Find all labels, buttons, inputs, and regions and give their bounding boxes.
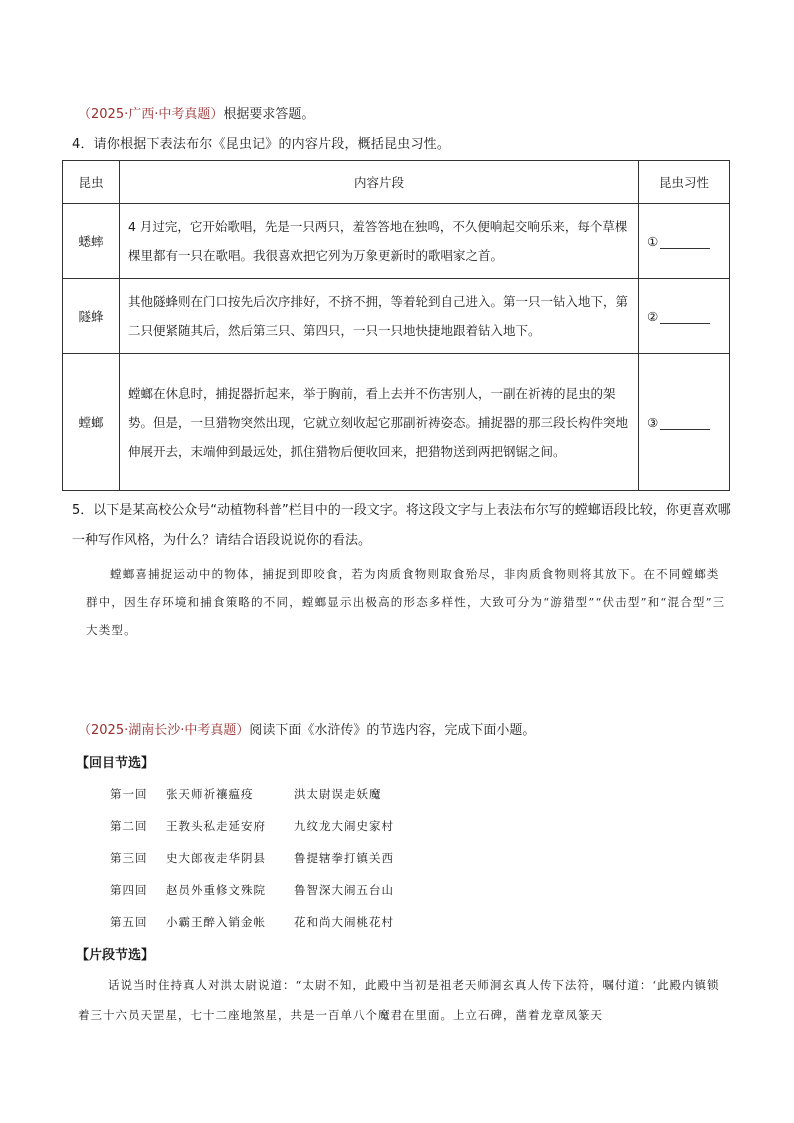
table-row <box>63 204 730 279</box>
chapter-num: 第三回 <box>110 851 148 865</box>
excerpt-text: 话说当时住持真人对洪太尉说道：“太尉不知，此殿中当初是祖老天师洞玄真人传下法符，嘱付道：‘此殿内镇锁着三十六员天罡星，七十二座地煞星，共是一百单八个魔君在里面。上立石碑，凿着龙章凤篆天 <box>78 978 720 1022</box>
chapter-part1: 史大郎夜走华阴县 <box>166 851 266 865</box>
header-insect: 昆虫 <box>63 161 120 204</box>
q4-source-line <box>78 106 314 124</box>
chapter-num: 第二回 <box>110 819 148 833</box>
habit-marker: ② <box>647 308 659 324</box>
chapter-part1: 小霸王醉入销金帐 <box>166 915 266 929</box>
chapter-part2: 九纹龙大闹史家村 <box>294 819 394 833</box>
chapter-part1: 张天师祈禳瘟疫 <box>166 787 254 801</box>
answer-blank[interactable] <box>660 311 710 324</box>
row-content: 4 月过完，它开始歌唱，先是一只两只，羞答答地在独鸣，不久便响起交响乐来，每个草棵棵里都有一只在歌唱。我很喜欢把它列为万象更新时的歌唱家之首。 <box>120 204 639 279</box>
q5-question: 5．以下是某高校公众号“动植物科普”栏目中的一段文字。将这段文字与上表法布尔写的螳螂语段比较，你更喜欢哪一种写作风格，为什么？请结合语段说说你的看法。 <box>72 503 731 548</box>
chapter-line <box>110 786 382 802</box>
block2-source: （2025·湖南长沙·中考真题） <box>78 723 250 738</box>
q5-passage: 螳螂喜捕捉运动中的物体，捕捉到即咬食，若为肉质食物则取食殆尽，非肉质食物则将其放下。在不同螳螂类群中，因生存环境和捕食策略的不同，螳螂显示出极高的形态多样性，大致可分为“游猎型”“伏击型”和“混合型”三大类型。 <box>86 567 726 637</box>
row-content: 其他隧蜂则在门口按先后次序排好，不挤不拥，等着轮到自己进入。第一只一钻入地下，第二只便紧随其后，然后第三只、第四只，一只一只地快捷地跟着钻入地下。 <box>120 279 639 354</box>
q4-instruction: 根据要求答题。 <box>223 107 315 122</box>
row-content: 螳螂在休息时，捕捉器折起来，举于胸前，看上去并不伤害别人，一副在祈祷的昆虫的架势。但是，一旦猎物突然出现，它就立刻收起它那副祈祷姿态。捕捉器的那三段长构件突地伸展开去，末端伸到最远处，抓住猎物后便收回来，把猎物送到两把钢锯之间。 <box>120 354 639 491</box>
row-insect: 蟋蟀 <box>63 204 120 279</box>
section-chapter-title: 【回目节选】 <box>76 756 155 771</box>
row-habit-cell <box>639 279 730 354</box>
q4-question: 4．请你根据下表法布尔《昆虫记》的内容片段，概括昆虫习性。 <box>72 137 451 152</box>
chapter-num: 第四回 <box>110 883 148 897</box>
block2-instruction: 阅读下面《水浒传》的节选内容，完成下面小题。 <box>249 723 536 738</box>
insect-habits-table <box>62 160 730 491</box>
section-excerpt-title: 【片段节选】 <box>76 948 155 963</box>
chapter-part2: 洪太尉误走妖魔 <box>294 787 382 801</box>
row-insect: 隧蜂 <box>63 279 120 354</box>
header-content: 内容片段 <box>120 161 639 204</box>
chapter-line <box>110 914 394 930</box>
table-row <box>63 279 730 354</box>
chapter-line <box>110 882 394 898</box>
habit-marker: ③ <box>647 414 659 430</box>
q4-source: （2025·广西·中考真题） <box>78 107 224 122</box>
chapter-part1: 赵员外重修文殊院 <box>166 883 266 897</box>
answer-blank[interactable] <box>660 236 710 249</box>
answer-blank[interactable] <box>660 417 710 430</box>
row-habit-cell <box>639 354 730 491</box>
chapter-num: 第五回 <box>110 915 148 929</box>
chapter-num: 第一回 <box>110 787 148 801</box>
chapter-line <box>110 818 394 834</box>
block2-source-line <box>78 722 535 740</box>
chapter-part1: 王教头私走延安府 <box>166 819 266 833</box>
row-habit-cell <box>639 204 730 279</box>
chapter-part2: 鲁提辖拳打镇关西 <box>294 851 394 865</box>
habit-marker: ① <box>647 233 659 249</box>
header-habit: 昆虫习性 <box>639 161 730 204</box>
table-header-row <box>63 161 730 204</box>
chapter-line <box>110 850 394 866</box>
chapter-part2: 鲁智深大闹五台山 <box>294 883 394 897</box>
table-row <box>63 354 730 491</box>
chapter-part2: 花和尚大闹桃花村 <box>294 915 394 929</box>
row-insect: 螳螂 <box>63 354 120 491</box>
